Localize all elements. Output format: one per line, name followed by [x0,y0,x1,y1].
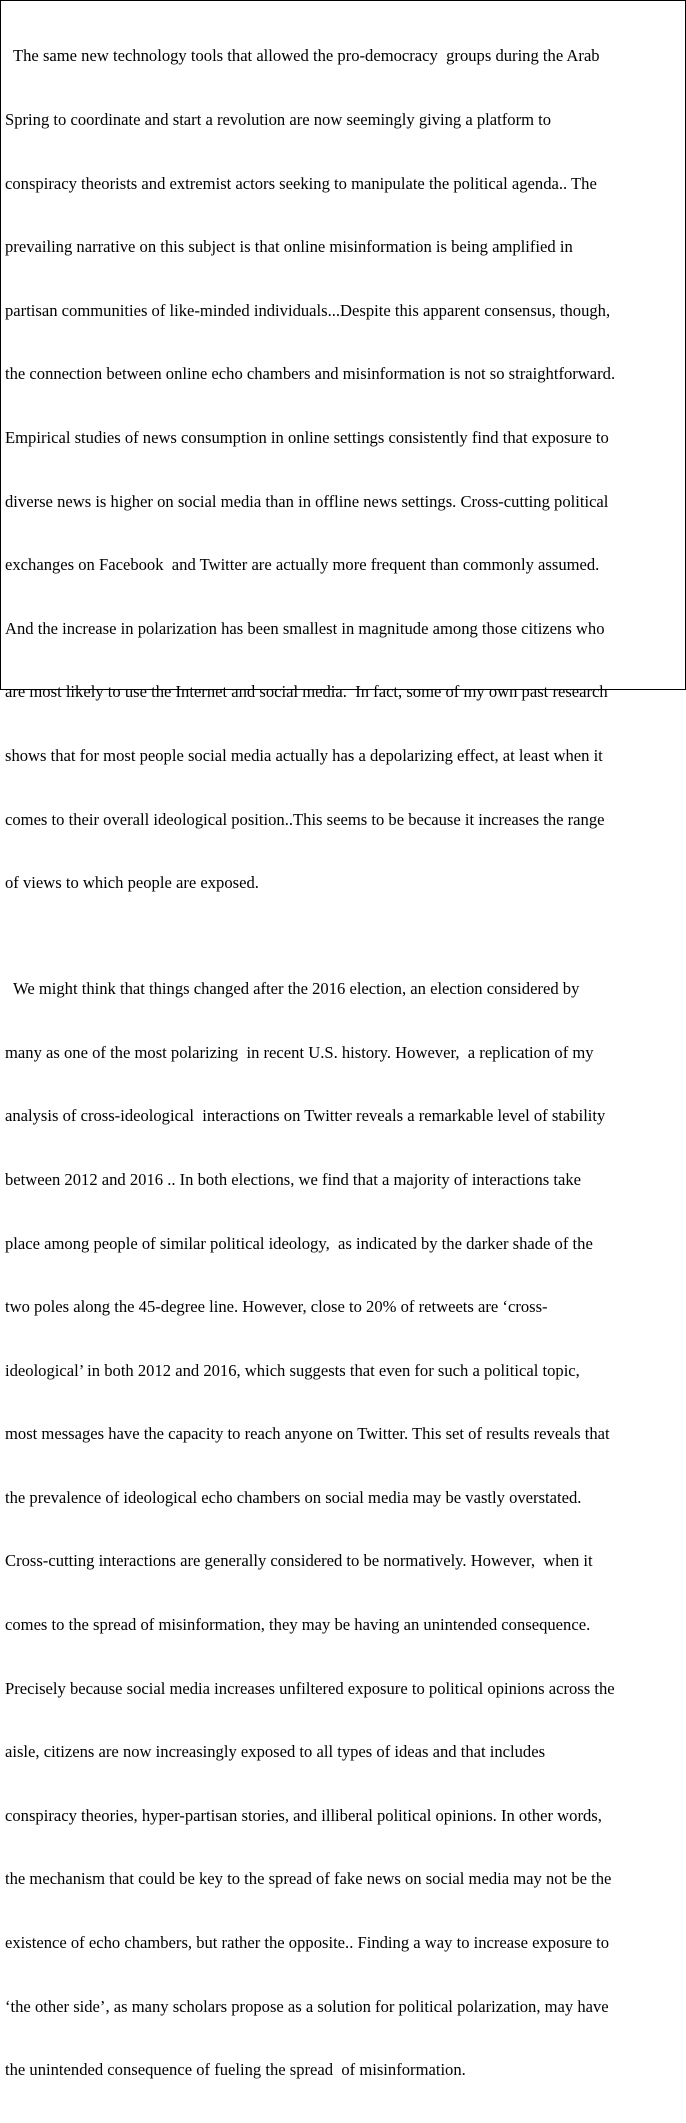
text-line: Precisely because social media increases unfiltered exposure to political opinions across the [5,1678,615,1698]
text-line: exchanges on Facebook and Twitter are actually more frequent than commonly assumed. [5,555,600,575]
text-line: analysis of cross-ideological interactions on Twitter reveals a remarkable level of stability [5,1106,606,1126]
text-line: of views to which people are exposed. [5,873,259,893]
text-line: Spring to coordinate and start a revolution are now seemingly giving a platform to [5,110,552,129]
text-line: conspiracy theorists and extremist actors seeking to manipulate the political agenda.. The [5,173,597,193]
text-line: diverse news is higher on social media than in offline news settings. Cross-cutting political [5,491,609,511]
text-line: aisle, citizens are now increasingly exposed to all types of ideas and that includes [5,1742,546,1762]
text-line: conspiracy theories, hyper-partisan stories, and illiberal political opinions. In other words, [5,1805,602,1825]
text-line: two poles along the 45-degree line. However, close to 20% of retweets are ‘cross- [5,1297,548,1317]
text-line: the unintended consequence of fueling the spread of misinformation. [5,2060,466,2080]
paragraph-1 [5,3,682,936]
text-line: between 2012 and 2016 .. In both elections, we find that a majority of interactions take [5,1169,582,1189]
text-line: most messages have the capacity to reach anyone on Twitter. This set of results reveals that [5,1424,610,1444]
text-line: The same new technology tools that allowed the pro-democracy groups during the Arab [5,46,600,66]
text-line: Empirical studies of news consumption in online settings consistently find that exposure to [5,427,609,447]
text-line: the mechanism that could be key to the spread of fake news on social media may not be the [5,1869,612,1889]
text-line: comes to the spread of misinformation, they may be having an unintended consequence. [5,1615,591,1635]
text-line: shows that for most people social media actually has a depolarizing effect, at least when it [5,745,603,765]
text-line: the prevalence of ideological echo chambers on social media may be vastly overstated. [5,1487,582,1507]
document-body [5,3,682,2123]
text-line: ‘the other side’, as many scholars propose as a solution for political polarization, may have [5,1996,609,2016]
text-line: ideological’ in both 2012 and 2016, which suggests that even for such a political topic, [5,1360,580,1380]
text-line: partisan communities of like-minded individuals...Despite this apparent consensus, though, [5,300,611,320]
text-line: We might think that things changed after the 2016 election, an election considered by [5,979,580,999]
paragraph-2 [5,936,682,2123]
text-line: place among people of similar political ideology, as indicated by the darker shade of the [5,1233,593,1253]
text-line: comes to their overall ideological position..This seems to be because it increases the range [5,809,605,829]
text-line: existence of echo chambers, but rather the opposite.. Finding a way to increase exposure to [5,1933,610,1953]
text-line: And the increase in polarization has been smallest in magnitude among those citizens who [5,618,605,638]
text-line: Cross-cutting interactions are generally considered to be normatively. However, when it [5,1551,593,1571]
text-line: the connection between online echo chambers and misinformation is not so straightforward. [5,364,616,384]
text-line: prevailing narrative on this subject is that online misinformation is being amplified in [5,237,573,257]
text-line: many as one of the most polarizing in recent U.S. history. However, a replication of my [5,1042,594,1062]
text-line: are most likely to use the Internet and social media. In fact, some of my own past research [5,682,608,702]
